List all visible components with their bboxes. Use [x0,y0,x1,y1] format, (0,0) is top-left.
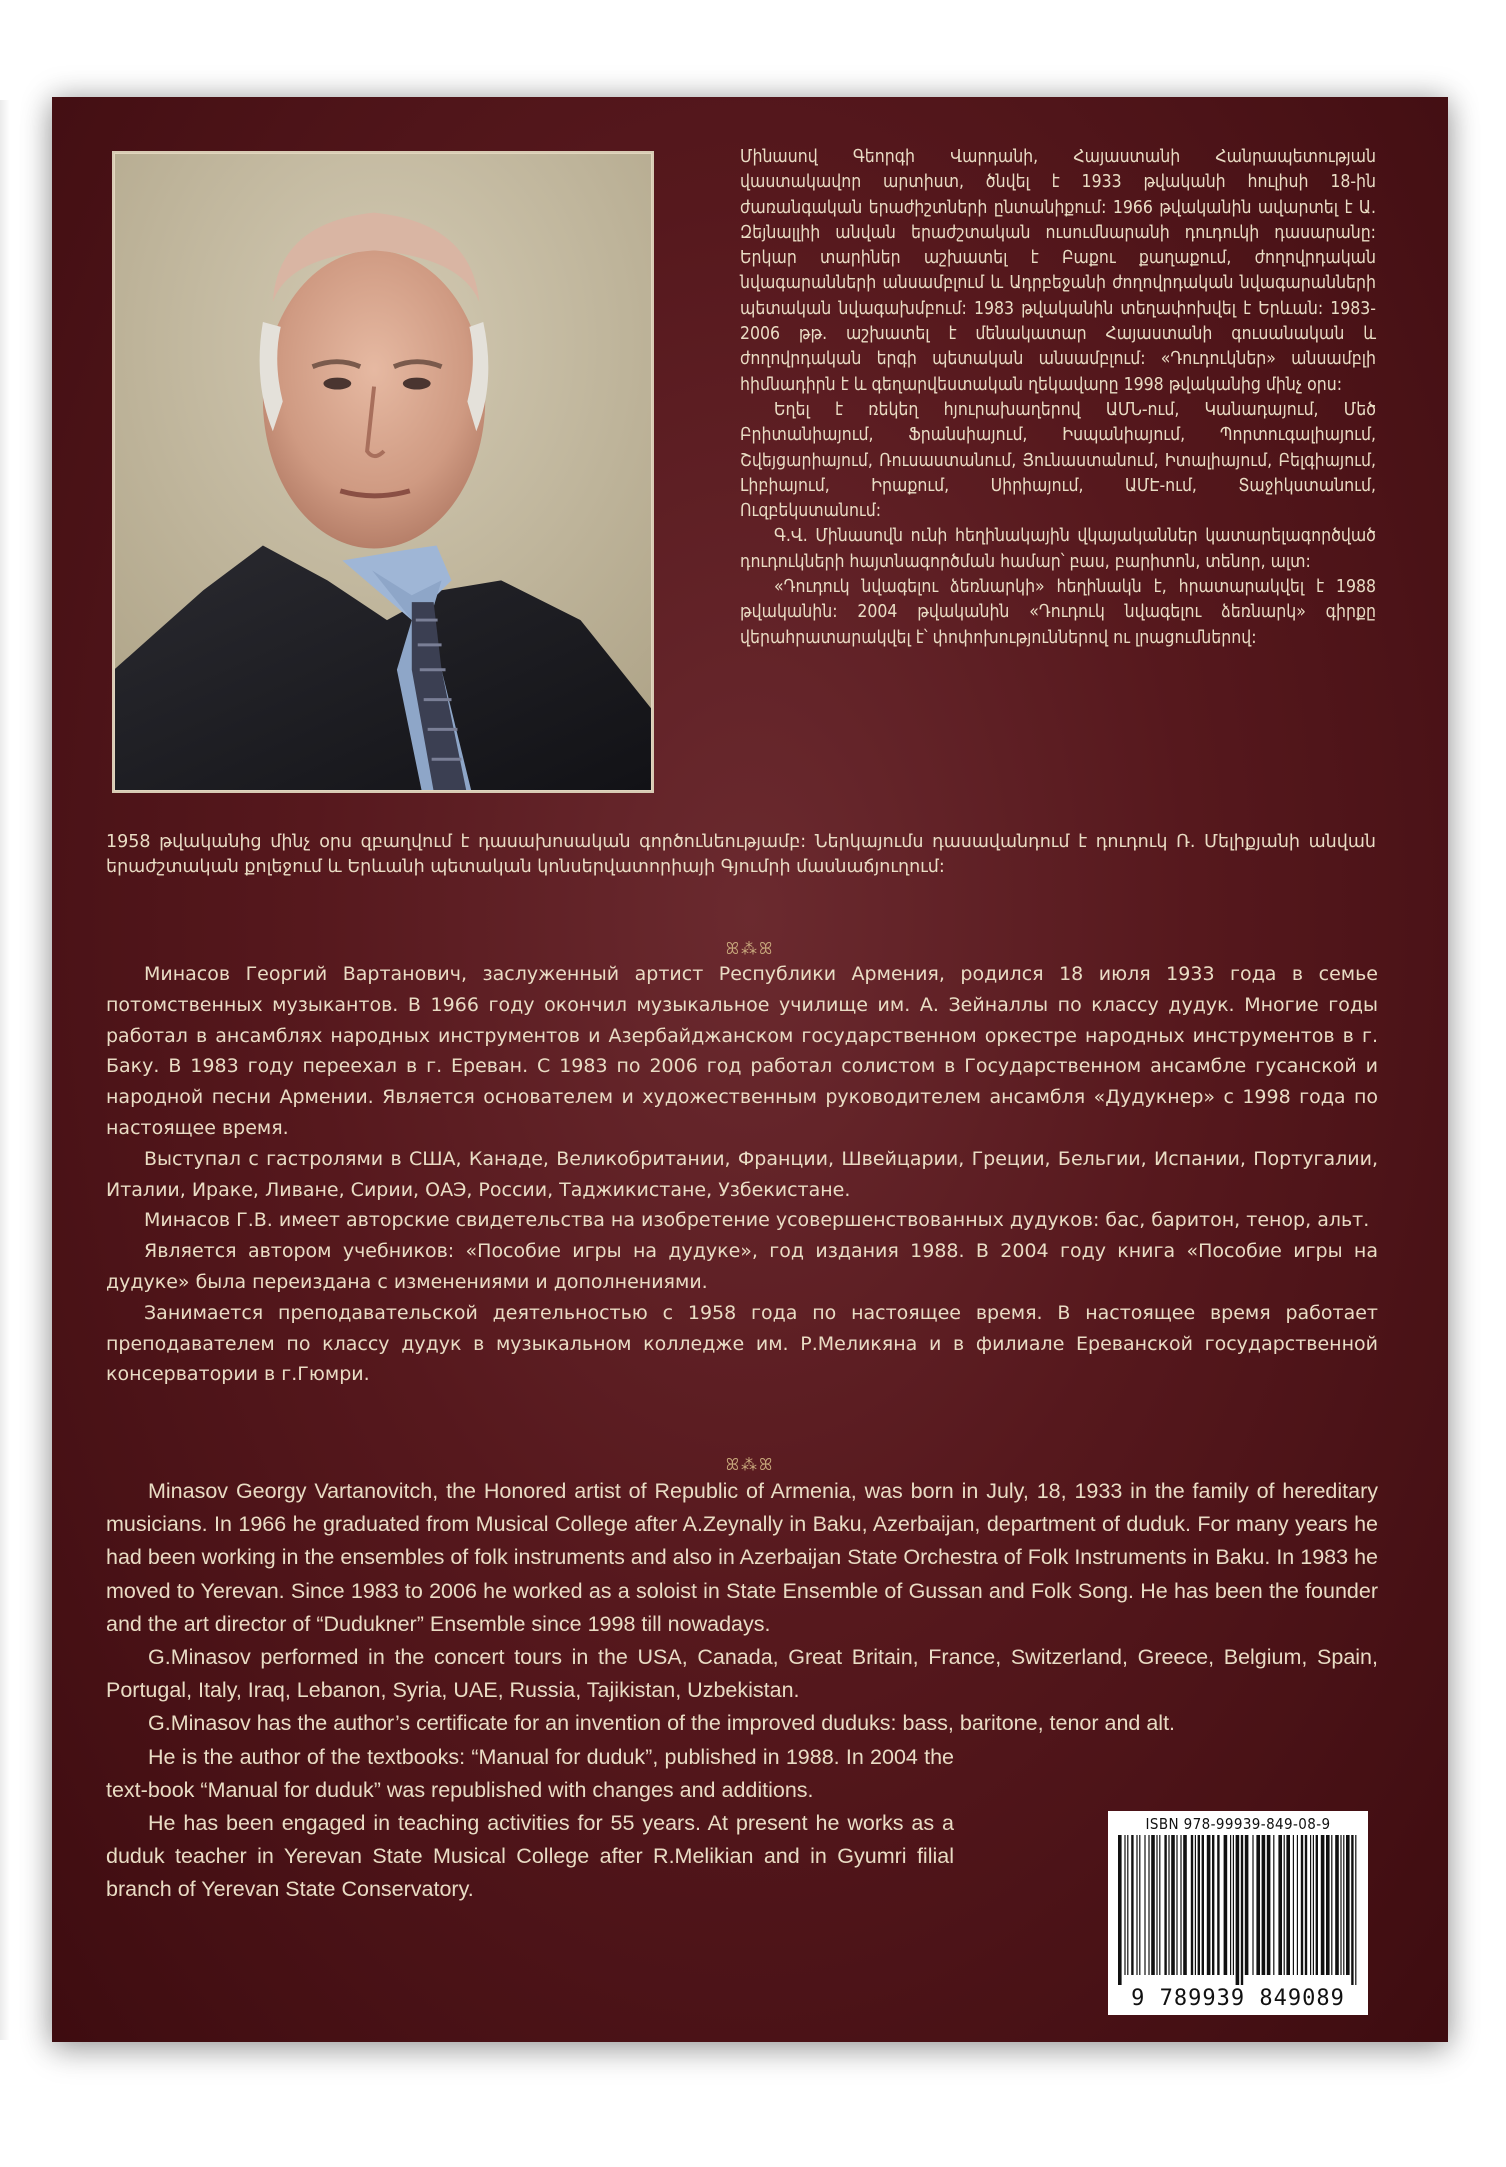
barcode-bar [1293,1835,1294,1975]
barcode-bar [1124,1835,1125,1975]
barcode-bar [1273,1835,1274,1975]
barcode-bar [1118,1835,1122,1985]
armenian-paragraph-1: Մինասով Գեորգի Վարդանի, Հայաստանի Հանրապետության վաստակավոր արտիստ, ծնվել է 1933 թվականի հուլիսի 18-ին ժառանգական երաժիշտների ընտանիքում: 1966 թվականին ավարտել է Ա. Զեյնալլիի անվան երաժշտական ուսումնարանի դուդուկի դասարանը: Երկար տարիներ աշխատել է Բաքու քաղաքում, ժողովրդական նվագարանների անսամբլում և Ադրբեջանի ժողովրդական նվագարանների պետական նվագախմբում: 1983 թվականին տեղափոխվել է Երևան: 1983-2006 թթ. աշխատել է մենակատար Հայաստանի գուսանական և ժողովրդական երգի պետական անսամբլում: «Դուդուկներ» անսամբլի հիմնադիրն է և գեղարվեստական ղեկավարը 1998 թվականից մինչ օրս: [740,147,1376,395]
barcode-bar [1202,1835,1204,1975]
armenian-biography-continued [106,830,1376,881]
barcode-bar [1316,1835,1318,1975]
russian-biography [106,959,1378,1390]
barcode-bar [1331,1835,1332,1975]
armenian-paragraph-3: Գ.Վ. Մինասովն ունի հեղինակային վկայականներ կատարելագործված դուդուկների հայտնագործման համար՝ բաս, բարիտոն, տենոր, ալտ: [740,526,1376,572]
armenian-paragraph-4: «Դուդուկ նվագելու ձեռնարկի» հեղինակն է, հրատարակվել է 1988 թվականին: 2004 թվականին «Դուդուկ նվագելու ձեռնարկ» գիրքը վերահրատարակվել է՝ փոփոխություններով ու լրացումներով: [740,577,1376,648]
barcode-bar [1180,1835,1181,1975]
armenian-paragraph-2: Եղել է ռեկեղ հյուրախաղերով ԱՄՆ-ում, Կանադայում, Մեծ Բրիտանիայում, Ֆրանսիայում, Իսպանիայում, Պորտուգալիայում, Շվեյցարիայում, Ռուսաստանում, Յունաստանում, Իտալիայում, Բելգիայում, Լիբիայում, Իրաքում, Սիրիայում, ԱՄԷ-ում, Տաջիկստանում, Ուզբեկստանում: [740,399,1376,522]
author-portrait-photo [112,151,654,793]
barcode-bar [1164,1835,1166,1975]
barcode-bar [1321,1835,1325,1975]
english-paragraph-1: Minasov Georgy Vartanovitch, the Honored artist of Republic of Armenia, was born in July, 18, 1933 in the family of hereditary musicians. In 1966 he graduated from Musical College after A.Zeynally in Baku, Azerbaijan, department of duduk. For many years he had been working in the ensembles of folk instruments and also in Azerbaijan State Orchestra of Folk Instruments in Baku. In 1983 he moved to Yerevan. Since 1983 to 2006 he worked as a soloist in State Ensemble of Gussan and Folk Song. He has been the founder and the art director of “Dudukner” Ensemble since 1998 till nowadays. [106,1479,1378,1636]
barcode-bar [1236,1835,1240,1985]
barcode-bar [1151,1835,1155,1975]
ornament-divider: ꕤ⁂ꕤ [725,939,775,958]
russian-paragraph-2: Выступал с гастролями в США, Канаде, Великобритании, Франции, Швейцарии, Греции, Бельгии, Испании, Португалии, Италии, Ираке, Ливане, Сирии, ОАЭ, России, Таджикистане, Узбекистане. [106,1147,1378,1201]
barcode-bar [1305,1835,1307,1975]
barcode-bar [1139,1835,1140,1975]
barcode-bar [1351,1835,1353,1985]
barcode-bar [1183,1835,1187,1975]
barcode-bar [1346,1835,1350,1975]
english-paragraph-3: G.Minasov has the author’s certificate for an invention of the improved duduks: bass, baritone, tenor and alt. [148,1711,1176,1736]
russian-paragraph-4: Является автором учебников: «Пособие игры на дудуке», год издания 1988. В 2004 году книга «Пособие игры на дудуке» была переиздана с изменениями и дополнениями. [106,1240,1378,1293]
isbn-barcode [1108,1811,1368,2015]
russian-paragraph-3: Минасов Г.В. имеет авторские свидетельства на изобретение усовершенствованных дудуков: бас, баритон, тенор, альт. [144,1209,1370,1232]
barcode-bar [1176,1835,1177,1975]
barcode-bar [1297,1835,1298,1975]
barcode-bar [1171,1835,1175,1975]
barcode-bar [1241,1835,1243,1985]
barcode-bar [1286,1835,1290,1975]
english-paragraph-4: He is the author of the textbooks: “Manual for duduk”, published in 1988. In 2004 the text-book “Manual for duduk” was republished with changes and additions. [106,1744,954,1802]
barcode-bar [1326,1835,1330,1975]
barcode-bar [1127,1835,1128,1975]
isbn-number: ISBN 978-99939-849-08-9 [1145,1815,1331,1833]
barcode-bar [1148,1835,1149,1975]
armenian-paragraph-5: 1958 թվականից մինչ օրս զբաղվում է դասախոսական գործունեությամբ: Ներկայումս դասավանդում է դուդուկ Ռ. Մելիքյանի անվան երաժշտական քոլեջում և Երևանի պետական կոնսերվատորիայի Գյումրի մասնաճյուղում: [106,832,1376,878]
barcode-bars [1116,1835,1360,1985]
russian-paragraph-1: Минасов Георгий Вартанович, заслуженный артист Республики Армения, родился 18 июля 1933 года в семье потомственных музыкантов. В 1966 году окончил музыкальное училище им. А. Зейналлы по классу дудук. Многие годы работал в ансамблях народных инструментов и Азербайджанском государственном оркестре народных инструментов в г. Баку. В 1983 году переехал в г. Ереван. С 1983 по 2006 год работал солистом в Государственном ансамбле гусанской и народной песни Армении. Является основателем и художественным руководителем ансамбля «Дудукнер» с 1998 года по настоящее время. [106,963,1378,1139]
barcode-bar [1159,1835,1160,1975]
barcode-bar [1156,1835,1157,1975]
barcode-bar [1267,1835,1271,1975]
barcode-bar [1195,1835,1196,1975]
barcode-bar [1131,1835,1133,1975]
barcode-bar [1207,1835,1211,1975]
ornament-divider: ꕤ⁂ꕤ [725,1455,775,1474]
barcode-bar [1233,1835,1234,1975]
barcode-bar [1212,1835,1214,1975]
barcode-bar [1340,1835,1341,1975]
barcode-bar [1284,1835,1285,1975]
barcode-bar [1262,1835,1266,1975]
english-paragraph-5: He has been engaged in teaching activities for 55 years. At present he works as a duduk teacher in Yerevan State Musical College after R.Melikian and in Gyumri filial branch of Yerevan State Conservatory. [106,1811,954,1902]
barcode-bar [1245,1835,1249,1975]
russian-paragraph-5: Занимается преподавательской деятельностью с 1958 года по настоящее время. В настоящее время работает преподавателем по классу дудук в музыкальном колледже им. Р.Меликяна и в филиале Ереванской государственной консерватории в г.Гюмри. [106,1301,1378,1386]
barcode-bar [1217,1835,1219,1975]
barcode-bar [1168,1835,1169,1975]
barcode-bar [1313,1835,1314,1975]
barcode-bar [1343,1835,1344,1975]
barcode-bar [1256,1835,1260,1975]
barcode-bar [1191,1835,1193,1975]
barcode-bar [1224,1835,1228,1975]
barcode-bar [1136,1835,1137,1975]
barcode-bar [1278,1835,1282,1975]
barcode-bar [1144,1835,1145,1975]
portrait-illustration [114,153,652,791]
page-edge-shadow [0,100,10,2040]
barcode-bar [1198,1835,1200,1975]
barcode-bar [1310,1835,1311,1975]
barcode-bar [1335,1835,1339,1975]
barcode-bar [1230,1835,1231,1975]
barcode-bar [1252,1835,1253,1975]
book-back-cover [52,97,1448,2042]
barcode-bar [1301,1835,1303,1975]
armenian-biography [740,145,1376,651]
barcode-bar [1355,1835,1356,1985]
barcode-digits: 9 789939 849089 [1131,1986,1345,2011]
english-paragraph-2: G.Minasov performed in the concert tours in the USA, Canada, Great Britain, France, Switzerland, Greece, Belgium, Spain, Portugal, Italy, Iraq, Lebanon, Syria, UAE, Russia, Tajikistan, Uzbekistan. [106,1645,1378,1703]
